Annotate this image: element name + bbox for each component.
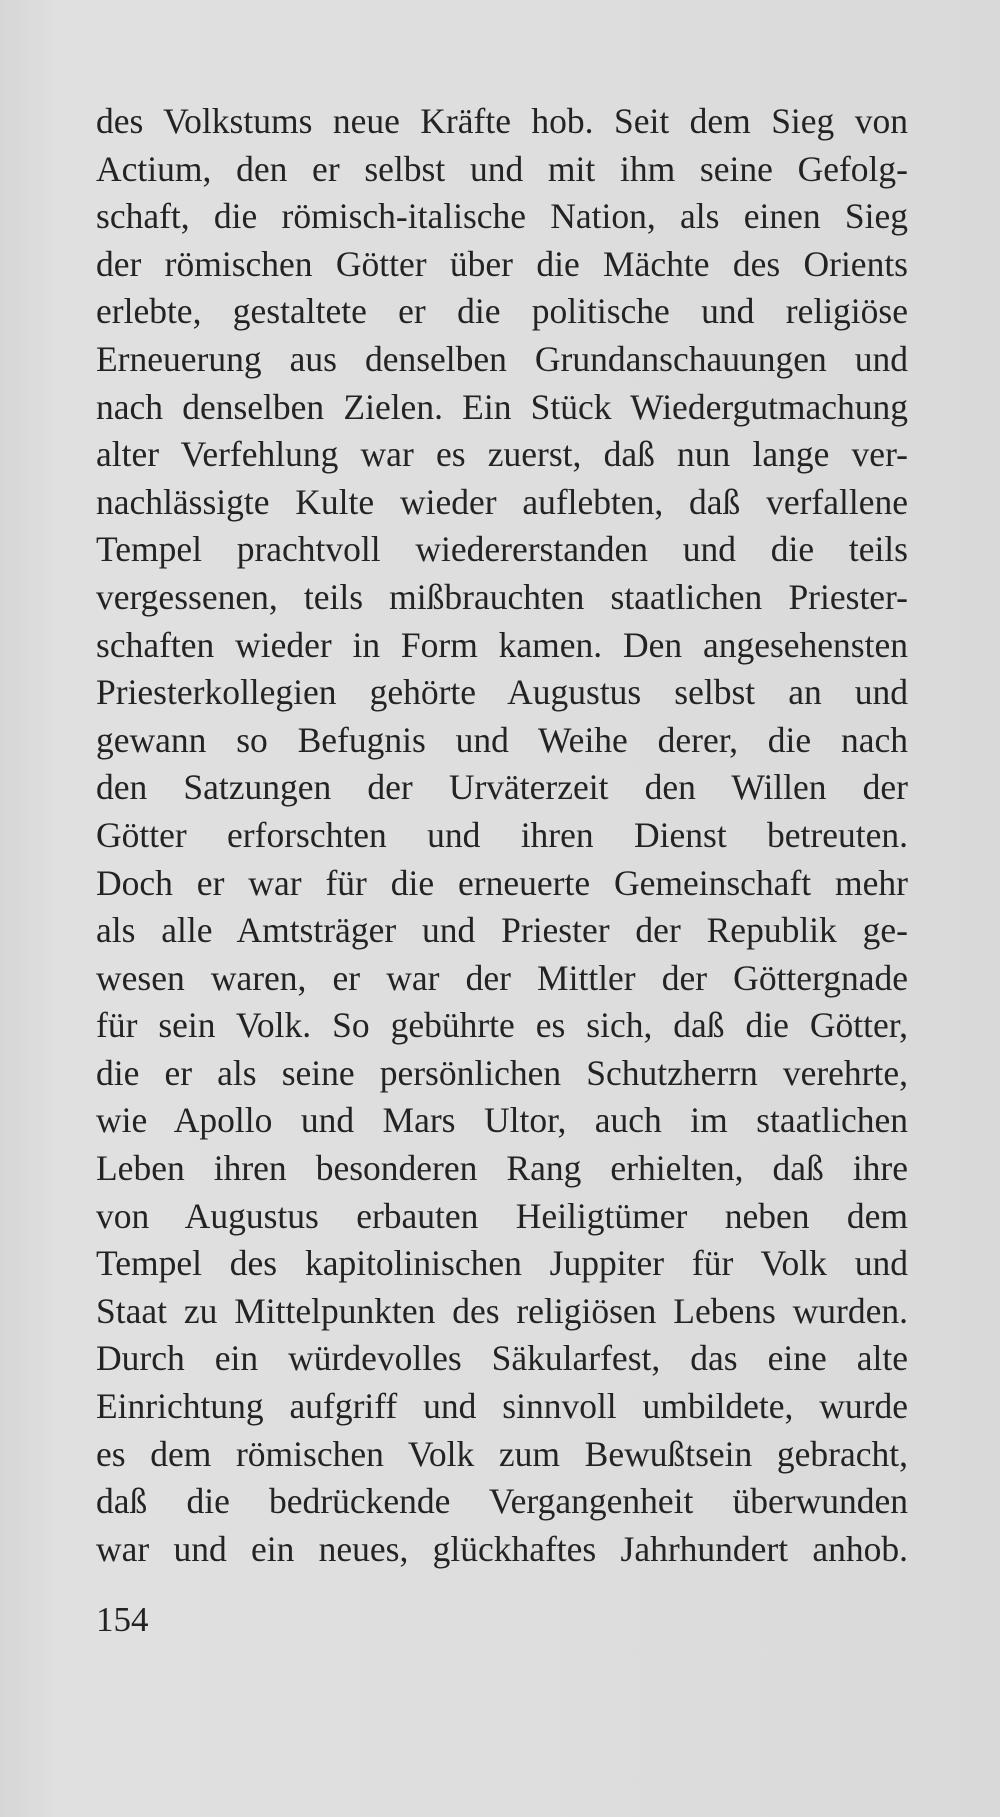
text-line: war und ein neues, glückhaftes Jahrhundert anhob. [96,1528,908,1569]
text-line: Tempel prachtvoll wiedererstanden und die teils [96,529,908,570]
text-line: Götter erforschten und ihren Dienst betreuten. [96,814,908,855]
text-line: Doch er war für die erneuerte Gemeinschaft mehr [96,862,908,903]
text-line: Leben ihren besonderen Rang erhielten, daß ihre [96,1148,908,1189]
text-line: wesen waren, er war der Mittler der Göttergnade [96,957,908,998]
text-line: Actium, den er selbst und mit ihm seine Gefolg- [96,148,908,189]
text-line: erlebte, gestaltete er die politische und religiöse [96,291,908,332]
page-number: 154 [96,1600,149,1639]
text-line: von Augustus erbauten Heiligtümer neben dem [96,1195,908,1236]
body-text [96,98,908,1573]
text-line: schaft, die römisch-italische Nation, als einen Sieg [96,196,908,237]
text-line: wie Apollo und Mars Ultor, auch im staatlichen [96,1100,908,1141]
text-line: den Satzungen der Urväterzeit den Willen der [96,767,908,808]
text-line: nachlässigte Kulte wieder auflebten, daß verfallene [96,481,908,522]
text-line: vergessenen, teils mißbrauchten staatlichen Priester- [96,576,908,617]
text-line: Einrichtung aufgriff und sinnvoll umbildete, wurde [96,1386,908,1427]
text-line: der römischen Götter über die Mächte des Orients [96,243,908,284]
text-line: Staat zu Mittelpunkten des religiösen Lebens wurden. [96,1290,908,1331]
text-line: als alle Amtsträger und Priester der Republik ge- [96,910,908,951]
text-line: Tempel des kapitolinischen Juppiter für Volk und [96,1243,908,1284]
text-line: des Volkstums neue Kräfte hob. Seit dem Sieg von [96,101,908,141]
text-line: Priesterkollegien gehörte Augustus selbst an und [96,672,908,713]
text-line: Erneuerung aus denselben Grundanschauungen und [96,338,908,379]
text-line: schaften wieder in Form kamen. Den angesehensten [96,624,908,665]
text-line: nach denselben Zielen. Ein Stück Wiedergutmachung [96,386,908,427]
text-line: die er als seine persönlichen Schutzherrn verehrte, [96,1052,908,1093]
text-line: daß die bedrückende Vergangenheit überwunden [96,1481,908,1522]
text-line: Durch ein würdevolles Säkularfest, das eine alte [96,1338,908,1379]
text-line: alter Verfehlung war es zuerst, daß nun lange ver- [96,434,908,475]
text-line: für sein Volk. So gebührte es sich, daß die Götter, [96,1005,908,1046]
text-line: gewann so Befugnis und Weihe derer, die nach [96,719,908,760]
text-line: es dem römischen Volk zum Bewußtsein gebracht, [96,1433,908,1474]
